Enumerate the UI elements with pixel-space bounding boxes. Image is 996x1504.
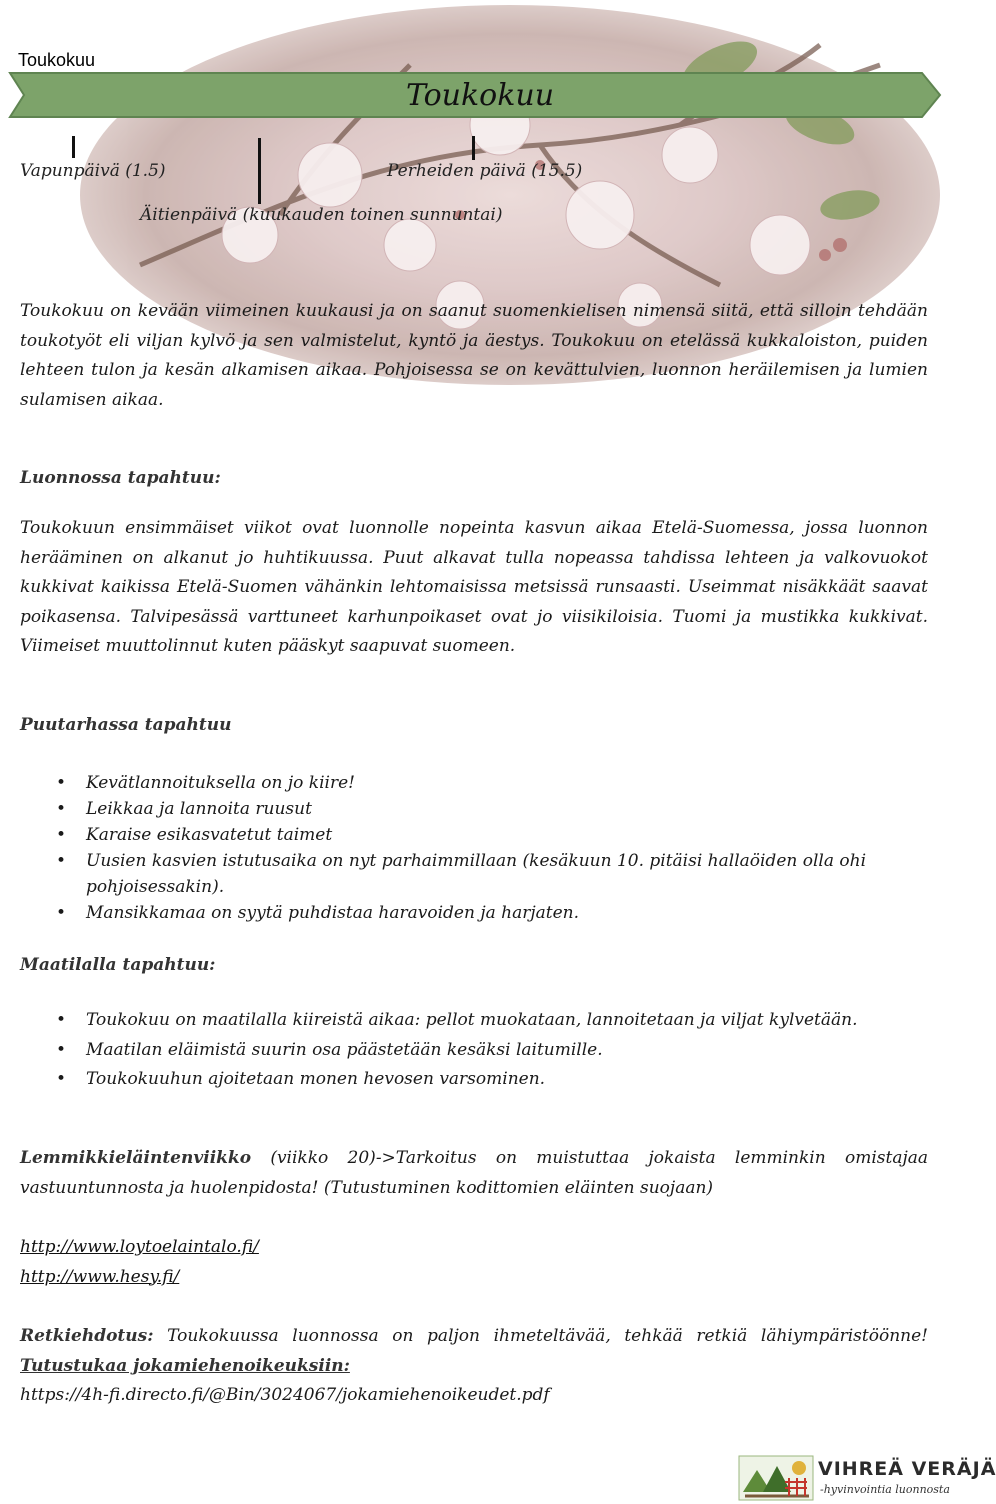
logo-tagline: -hyvinvointia luonnosta: [820, 1483, 950, 1496]
trip-label: Retkiehdotus:: [20, 1326, 154, 1346]
garden-heading: Puutarhassa tapahtuu: [20, 715, 232, 735]
nature-heading: Luonnossa tapahtuu:: [20, 468, 221, 488]
trip-label-2: Tutustukaa jokamiehenoikeuksiin:: [20, 1355, 350, 1376]
pets-links: [20, 1233, 928, 1292]
banner-title: Toukokuu: [405, 78, 555, 113]
list-item: • Mansikkamaa on syytä puhdistaa haravoiden ja harjaten.: [20, 900, 920, 926]
garden-list: [20, 770, 920, 926]
holiday-perheiden-paiva: Perheiden päivä (15.5): [387, 161, 583, 181]
timeline-tick-perheiden-paiva: [472, 136, 475, 160]
document-header: Toukokuu: [18, 50, 96, 70]
loytoelaintalo-link[interactable]: http://www.loytoelaintalo.fi/: [20, 1237, 259, 1257]
list-item: • Maatilan eläimistä suurin osa päästetään kesäksi laitumille.: [20, 1036, 920, 1066]
logo-name: VIHREÄ VERÄJÄ: [818, 1458, 996, 1480]
farm-heading: Maatilalla tapahtuu:: [20, 955, 216, 975]
holiday-aitienpaiva: Äitienpäivä (kuukauden toinen sunnuntai): [140, 205, 503, 225]
holiday-vapunpaiva: Vapunpäivä (1.5): [20, 161, 166, 181]
farm-list: [20, 1006, 920, 1095]
list-item: • Karaise esikasvatetut taimet: [20, 822, 920, 848]
list-item: • Toukokuuhun ajoitetaan monen hevosen varsominen.: [20, 1065, 920, 1095]
list-item: • Uusien kasvien istutusaika on nyt parhaimmillaan (kesäkuun 10. pitäisi hallaöiden olla ohi pohjoisessakin).: [20, 848, 920, 900]
pets-paragraph: [20, 1144, 928, 1203]
nature-paragraph: Toukokuun ensimmäiset viikot ovat luonnolle nopeinta kasvun aikaa Etelä-Suomessa, jossa luonnon herääminen on alkanut jo huhtikuussa. Puut alkavat tulla nopeassa tahdissa lehteen ja valkovuokot kukkivat kaikissa Etelä-Suomen vähänkin lehtomaisissa metsissä runsaasti. Useimmat nisäkkäät saavat poikasensa. Talvipesässä varttuneet karhunpoikaset ovat jo viisikiloisia. Tuomi ja mustikka kukkivat. Viimeiset muuttolinnut kuten pääskyt saapuvat suomeen.: [20, 518, 928, 656]
pets-text: (viikko 20)->Tarkoitus on muistuttaa jokaista lemminkin omistajaa vastuuntunnosta ja huolenpidosta! (Tutustuminen kodittomien eläinten suojaan): [20, 1148, 928, 1198]
intro-paragraph: Toukokuu on kevään viimeinen kuukausi ja on saanut suomenkielisen nimensä siitä, että silloin tehdään toukotyöt eli viljan kylvö ja sen valmistelut, kyntö ja äestys. Toukokuu on etelässä kukkaloiston, puiden lehteen tulon ja kesän alkamisen aikaa. Pohjoisessa se on kevättulvien, luonnon heräilemisen ja lumien sulamisen aikaa.: [20, 301, 928, 410]
list-item: • Kevätlannoituksella on jo kiire!: [20, 770, 920, 796]
list-item: • Toukokuu on maatilalla kiireistä aikaa: pellot muokataan, lannoitetaan ja viljat kylvetään.: [20, 1006, 920, 1036]
list-item: • Leikkaa ja lannoita ruusut: [20, 796, 920, 822]
pets-label: Lemmikkieläintenviikko: [20, 1148, 252, 1168]
trip-text: Toukokuussa luonnossa on paljon ihmeteltävää, tehkää retkiä lähiympäristöönne!: [153, 1326, 928, 1346]
trip-url[interactable]: https://4h-fi.directo.fi/@Bin/3024067/jokamiehenoikeudet.pdf: [20, 1385, 550, 1405]
hesy-link[interactable]: http://www.hesy.fi/: [20, 1266, 180, 1287]
trip-paragraph: [20, 1322, 928, 1411]
timeline-tick-vapunpaiva: [72, 136, 75, 158]
timeline-tick-aitienpaiva: [258, 138, 261, 204]
